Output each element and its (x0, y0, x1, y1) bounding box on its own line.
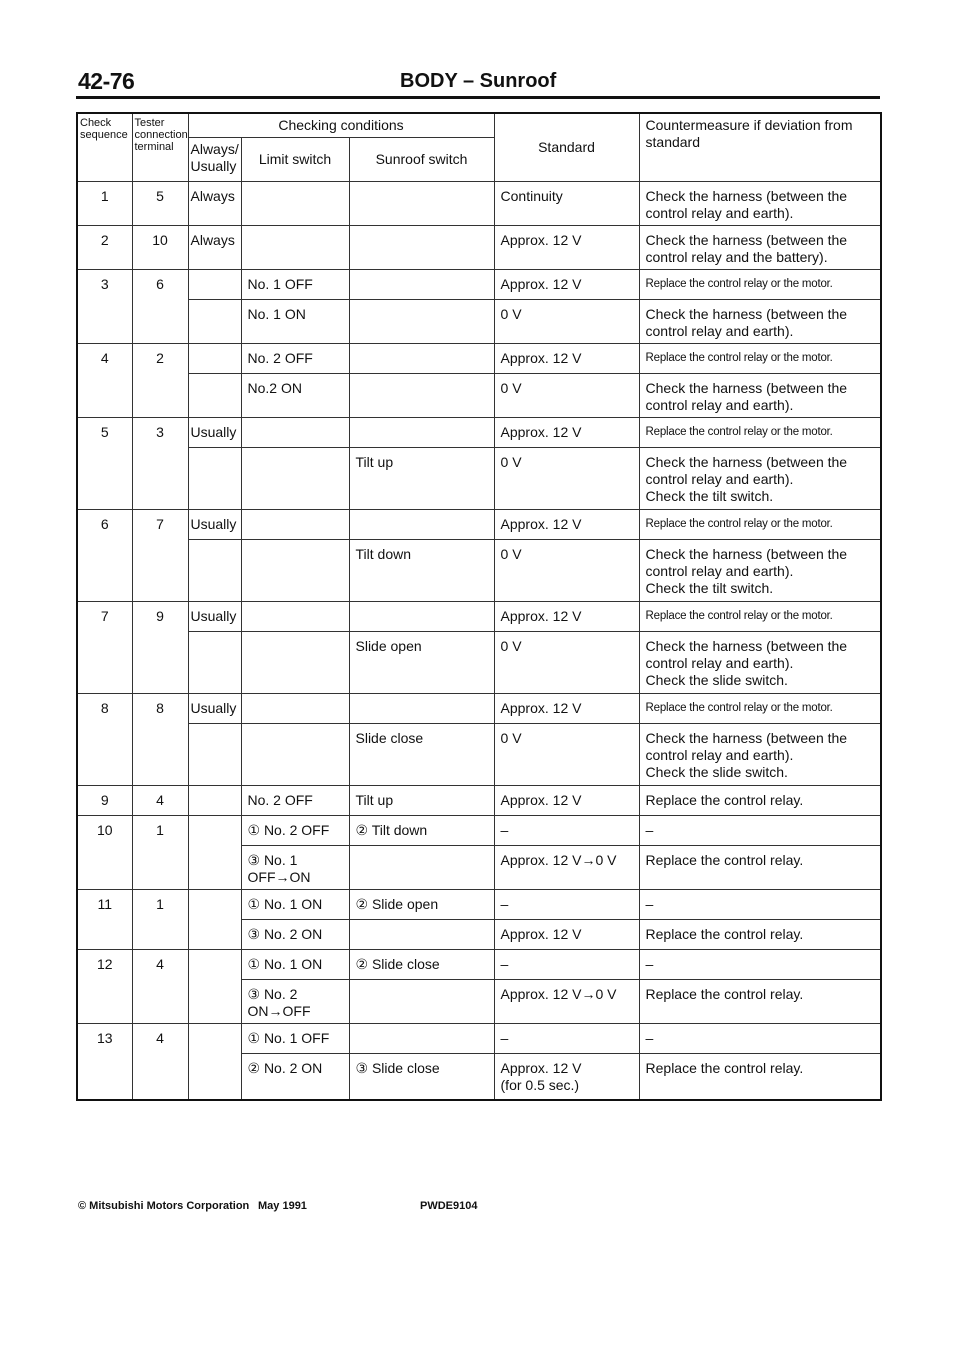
footer-date: May 1991 (258, 1200, 307, 1212)
cell-standard: Approx. 12 V (494, 344, 639, 374)
cell-limit: ③ No. 2 ON→OFF (241, 980, 349, 1024)
cell-terminal: 8 (132, 694, 188, 786)
cell-limit: ② No. 2 ON (241, 1054, 349, 1100)
cell-standard: Approx. 12 V (494, 602, 639, 632)
cell-standard: Approx. 12 V (494, 270, 639, 300)
cell-limit: No. 2 OFF (241, 786, 349, 816)
cell-standard: Approx. 12 V (494, 694, 639, 724)
cell-standard: 0 V (494, 374, 639, 418)
cell-countermeasure: – (639, 890, 881, 920)
cell-seq: 1 (77, 182, 132, 226)
cell-seq: 2 (77, 226, 132, 270)
cell-sunroof: Slide close (349, 724, 494, 786)
cell-standard: Approx. 12 V→0 V (494, 980, 639, 1024)
cell-countermeasure: – (639, 1024, 881, 1054)
cell-standard: Approx. 12 V (494, 786, 639, 816)
cell-limit (241, 418, 349, 448)
cell-always-usually: Usually (188, 418, 241, 448)
cell-limit: ③ No. 2 ON (241, 920, 349, 950)
cell-standard: Approx. 12 V (494, 418, 639, 448)
cell-standard: 0 V (494, 300, 639, 344)
cell-always-usually (188, 1024, 241, 1100)
header-standard: Standard (494, 113, 639, 182)
cell-limit (241, 724, 349, 786)
cell-limit (241, 540, 349, 602)
cell-always-usually (188, 448, 241, 510)
cell-standard: – (494, 890, 639, 920)
cell-terminal: 10 (132, 226, 188, 270)
cell-sunroof: Tilt up (349, 448, 494, 510)
cell-sunroof: ② Tilt down (349, 816, 494, 846)
cell-countermeasure: Check the harness (between the control relay and earth). (639, 374, 881, 418)
cell-countermeasure: – (639, 950, 881, 980)
cell-limit: ① No. 1 ON (241, 890, 349, 920)
cell-sunroof: ③ Slide close (349, 1054, 494, 1100)
cell-standard: Approx. 12 V (494, 920, 639, 950)
header-check-sequence: Check sequence (77, 113, 132, 182)
cell-terminal: 4 (132, 950, 188, 1024)
cell-sunroof (349, 510, 494, 540)
header-tester-terminal: Tester connection terminal (132, 113, 188, 182)
cell-countermeasure: Check the harness (between the control relay and earth). (639, 300, 881, 344)
cell-always-usually (188, 374, 241, 418)
cell-countermeasure: Replace the control relay. (639, 1054, 881, 1100)
cell-standard: 0 V (494, 724, 639, 786)
cell-countermeasure: Replace the control relay. (639, 786, 881, 816)
cell-always-usually: Usually (188, 510, 241, 540)
cell-sunroof: ② Slide close (349, 950, 494, 980)
cell-countermeasure: Replace the control relay or the motor. (639, 344, 881, 374)
cell-seq: 9 (77, 786, 132, 816)
cell-limit (241, 694, 349, 724)
cell-always-usually (188, 816, 241, 890)
cell-countermeasure: Check the harness (between the control relay and earth). (639, 182, 881, 226)
cell-limit (241, 448, 349, 510)
cell-always-usually (188, 786, 241, 816)
cell-sunroof (349, 418, 494, 448)
cell-always-usually: Usually (188, 694, 241, 724)
cell-always-usually: Always (188, 182, 241, 226)
cell-standard: Approx. 12 V (494, 510, 639, 540)
header-always-usually: Always/ Usually (188, 138, 241, 182)
cell-sunroof (349, 300, 494, 344)
cell-sunroof (349, 694, 494, 724)
footer-copyright: © Mitsubishi Motors Corporation (78, 1200, 250, 1212)
header-countermeasure: Countermeasure if deviation from standard (639, 113, 881, 182)
cell-standard: 0 V (494, 448, 639, 510)
cell-always-usually: Always (188, 226, 241, 270)
cell-always-usually (188, 344, 241, 374)
cell-sunroof (349, 344, 494, 374)
cell-limit: ① No. 1 OFF (241, 1024, 349, 1054)
cell-countermeasure: Replace the control relay or the motor. (639, 418, 881, 448)
cell-seq: 4 (77, 344, 132, 418)
header-sunroof-switch: Sunroof switch (349, 138, 494, 182)
cell-terminal: 1 (132, 890, 188, 950)
cell-limit (241, 632, 349, 694)
cell-limit (241, 510, 349, 540)
cell-countermeasure: Replace the control relay. (639, 846, 881, 890)
cell-seq: 11 (77, 890, 132, 950)
cell-limit (241, 602, 349, 632)
cell-standard: Approx. 12 V (for 0.5 sec.) (494, 1054, 639, 1100)
cell-always-usually (188, 724, 241, 786)
cell-countermeasure: Check the harness (between the control relay and earth). Check the tilt switch. (639, 448, 881, 510)
cell-seq: 13 (77, 1024, 132, 1100)
cell-countermeasure: Check the harness (between the control relay and earth). Check the slide switch. (639, 724, 881, 786)
cell-standard: – (494, 950, 639, 980)
page-number: 42-76 (78, 68, 135, 94)
cell-standard: 0 V (494, 632, 639, 694)
cell-countermeasure: – (639, 816, 881, 846)
cell-seq: 3 (77, 270, 132, 344)
cell-terminal: 5 (132, 182, 188, 226)
cell-sunroof (349, 602, 494, 632)
header-checking-conditions: Checking conditions (188, 113, 494, 138)
cell-standard: – (494, 1024, 639, 1054)
cell-sunroof (349, 182, 494, 226)
cell-limit (241, 182, 349, 226)
cell-always-usually: Usually (188, 602, 241, 632)
page-title: BODY – Sunroof (400, 70, 557, 92)
cell-terminal: 6 (132, 270, 188, 344)
cell-terminal: 3 (132, 418, 188, 510)
cell-sunroof (349, 270, 494, 300)
cell-standard: Continuity (494, 182, 639, 226)
cell-countermeasure: Replace the control relay or the motor. (639, 602, 881, 632)
cell-sunroof (349, 980, 494, 1024)
cell-always-usually (188, 300, 241, 344)
cell-standard: Approx. 12 V (494, 226, 639, 270)
cell-sunroof: ② Slide open (349, 890, 494, 920)
cell-always-usually (188, 540, 241, 602)
cell-countermeasure: Check the harness (between the control relay and earth). Check the slide switch. (639, 632, 881, 694)
cell-terminal: 1 (132, 816, 188, 890)
cell-always-usually (188, 270, 241, 300)
cell-seq: 10 (77, 816, 132, 890)
cell-always-usually (188, 950, 241, 1024)
cell-limit: ① No. 1 ON (241, 950, 349, 980)
cell-terminal: 4 (132, 1024, 188, 1100)
inspection-table (76, 112, 882, 1101)
cell-sunroof: Tilt up (349, 786, 494, 816)
footer-code: PWDE9104 (420, 1200, 478, 1212)
cell-sunroof (349, 920, 494, 950)
cell-countermeasure: Check the harness (between the control relay and the battery). (639, 226, 881, 270)
cell-countermeasure: Check the harness (between the control relay and earth). Check the tilt switch. (639, 540, 881, 602)
header-limit-switch: Limit switch (241, 138, 349, 182)
cell-always-usually (188, 632, 241, 694)
cell-seq: 8 (77, 694, 132, 786)
cell-limit: ① No. 2 OFF (241, 816, 349, 846)
cell-limit: ③ No. 1 OFF→ON (241, 846, 349, 890)
cell-sunroof (349, 1024, 494, 1054)
cell-sunroof (349, 846, 494, 890)
cell-limit (241, 226, 349, 270)
cell-countermeasure: Replace the control relay or the motor. (639, 270, 881, 300)
cell-terminal: 9 (132, 602, 188, 694)
cell-countermeasure: Replace the control relay. (639, 920, 881, 950)
inspection-table-container (76, 112, 880, 1101)
cell-seq: 12 (77, 950, 132, 1024)
cell-sunroof (349, 374, 494, 418)
cell-standard: Approx. 12 V→0 V (494, 846, 639, 890)
cell-seq: 7 (77, 602, 132, 694)
cell-limit: No. 2 OFF (241, 344, 349, 374)
cell-terminal: 7 (132, 510, 188, 602)
cell-sunroof (349, 226, 494, 270)
cell-countermeasure: Replace the control relay or the motor. (639, 510, 881, 540)
cell-seq: 6 (77, 510, 132, 602)
cell-limit: No. 1 ON (241, 300, 349, 344)
cell-terminal: 4 (132, 786, 188, 816)
header-rule (76, 96, 880, 99)
cell-sunroof: Tilt down (349, 540, 494, 602)
cell-always-usually (188, 890, 241, 950)
cell-countermeasure: Replace the control relay. (639, 980, 881, 1024)
cell-limit: No.2 ON (241, 374, 349, 418)
cell-limit: No. 1 OFF (241, 270, 349, 300)
cell-countermeasure: Replace the control relay or the motor. (639, 694, 881, 724)
cell-standard: – (494, 816, 639, 846)
cell-sunroof: Slide open (349, 632, 494, 694)
cell-seq: 5 (77, 418, 132, 510)
cell-standard: 0 V (494, 540, 639, 602)
cell-terminal: 2 (132, 344, 188, 418)
